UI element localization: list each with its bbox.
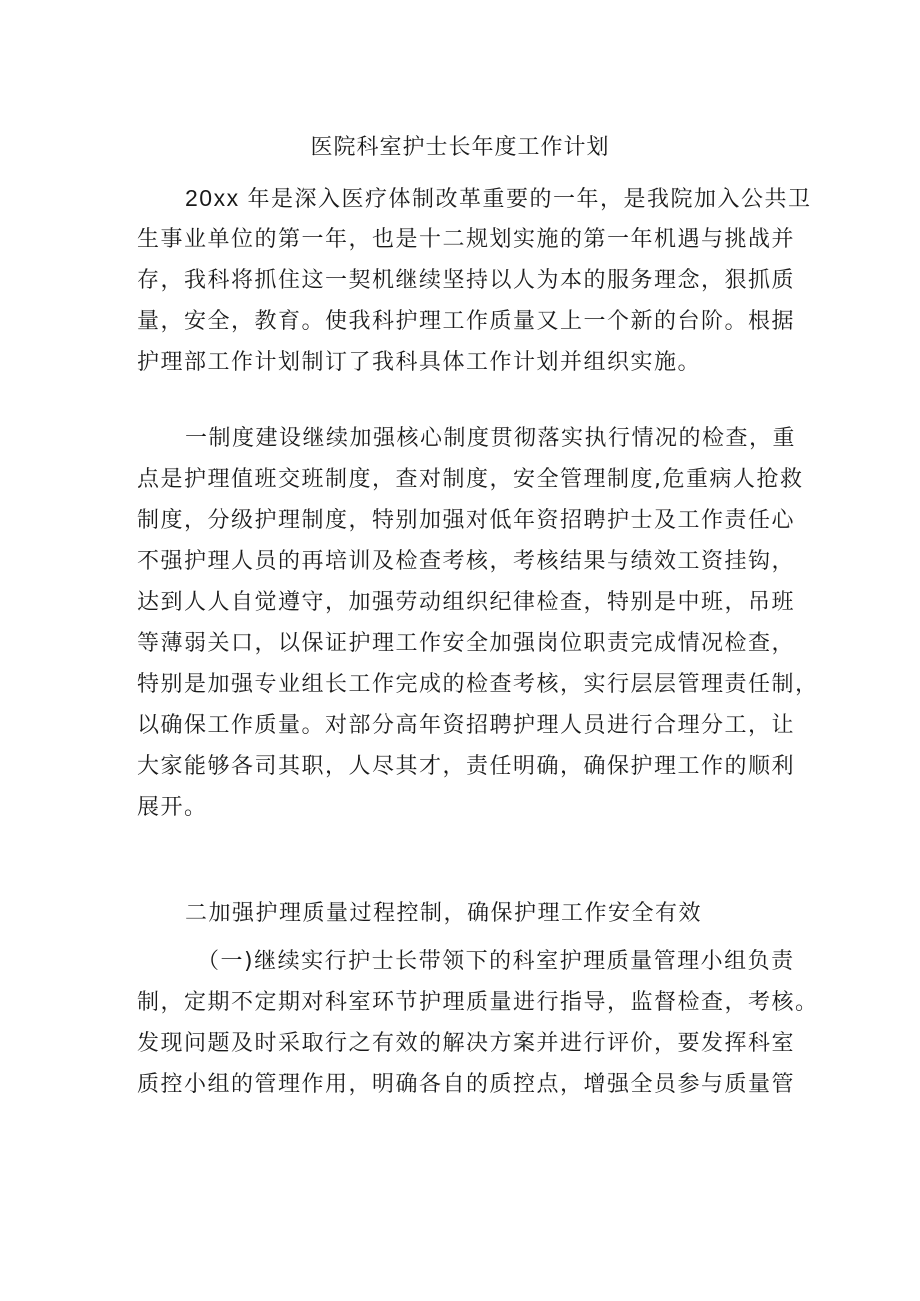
paragraph-line: 量，安全，教育。使我科护理工作质量又上一个新的台阶。根据 [137,309,796,334]
paragraph-line: 一制度建设继续加强核心制度贯彻落实执行情况的检查，重 [185,426,797,451]
paragraph-line: 护理部工作计划制订了我科具体工作计划并组织实施。 [137,350,702,375]
paragraph-line: 制，定期不定期对科室环节护理质量进行指导，监督检查，考核。 [137,990,819,1015]
paragraph-line: 特别是加强专业组长工作完成的检查考核，实行层层管理责任制， [137,672,819,697]
paragraph-line: 点是护理值班交班制度，查对制度，安全管理制度,危重病人抢救 [137,467,804,492]
paragraph-line: 20xx 年是深入医疗体制改革重要的一年，是我院加入公共卫 [185,185,812,212]
paragraph-line: 存，我科将抓住这一契机继续坚持以人为本的服务理念，狠抓质 [137,268,796,293]
year-label: 20xx [185,185,248,211]
paragraph-line: 大家能够各司其职，人尽其才，责任明确，确保护理工作的顺利 [137,754,796,779]
paragraph-line: 达到人人自觉遵守，加强劳动组织纪律检查，特别是中班，吊班 [137,590,796,615]
paragraph-line: 不强护理人员的再培训及检查考核，考核结果与绩效工资挂钩， [137,549,796,574]
paragraph-system-building [137,418,819,828]
document-title: 医院科室护士长年度工作计划 [310,135,610,160]
paragraph-line: 等薄弱关口，以保证护理工作安全加强岗位职责完成情况检查， [137,631,796,656]
paragraph-quality-management [137,941,819,1105]
paragraph-line: 制度，分级护理制度，特别加强对低年资招聘护士及工作责任心 [137,508,796,533]
paragraph-intro [137,178,812,383]
paragraph-line: 展开。 [137,795,208,820]
paragraph-line: （一)继续实行护士长带领下的科室护理质量管理小组负责 [197,949,795,974]
section-heading-quality-control [137,893,789,934]
paragraph-line: 以确保工作质量。对部分高年资招聘护理人员进行合理分工，让 [137,713,796,738]
paragraph-line: 质控小组的管理作用，明确各自的质控点，增强全员参与质量管 [137,1072,796,1097]
paragraph-line: 发现问题及时采取行之有效的解决方案并进行评价，要发挥科室 [137,1031,796,1056]
paragraph-line: 二加强护理质量过程控制，确保护理工作安全有效 [185,901,703,926]
paragraph-line: 生事业单位的第一年，也是十二规划实施的第一年机遇与挑战并 [137,227,796,252]
